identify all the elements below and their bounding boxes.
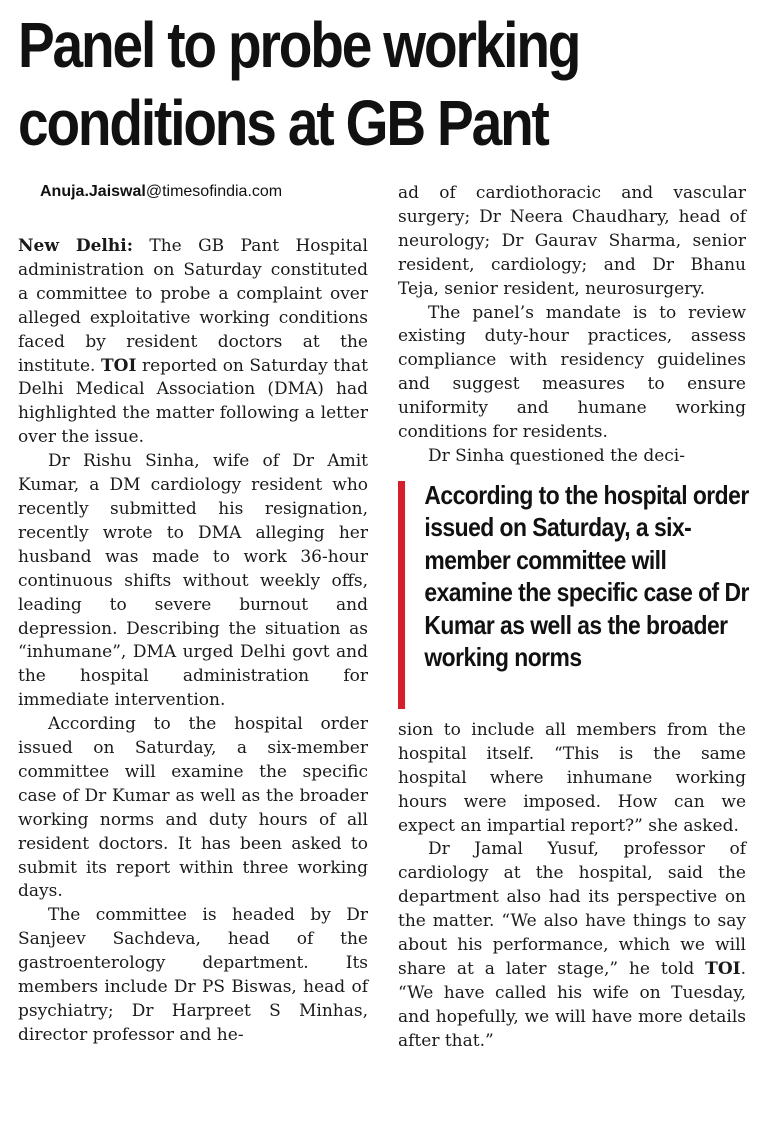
- byline-name: Anuja.Jaiswal: [40, 183, 146, 200]
- paragraph-4: The committee is headed by Dr Sanjeev Sachdeva, head of the gastroenterology department. Its members include Dr PS Biswas, head of psychiatry; Dr Harpreet S Minhas, director professor and he-: [18, 905, 368, 1045]
- paragraph-5: The panel’s mandate is to review existing duty-hour practices, assess compliance with residency guidelines and suggest measures to ensure uniformity and humane working conditions for residents.: [398, 302, 746, 443]
- toi-mention-2: TOI: [705, 958, 741, 979]
- paragraph-1-text-a: The GB Pant Hospital administration on Saturday constituted a committee to probe a complaint over alleged exploitative working conditions faced by resident doctors at the institute.: [18, 236, 368, 376]
- paragraph-2: Dr Rishu Sinha, wife of Dr Amit Kumar, a DM cardiology resident who recently submitted his resignation, recently wrote to DMA alleging her husband was made to work 36-hour continuous shifts without weekly offs, leading to severe burnout and depression. Describing the situation as “inhumane”, DMA urged Delhi govt and the hospital administration for immediate intervention.: [18, 451, 368, 711]
- pull-quote-text: According to the hospital order issued on Saturday, a six-member committee will examine the specific case of Dr Kumar as well as the broader working norms: [424, 479, 749, 673]
- paragraph-6-end: sion to include all members from the hospital itself. “This is the same hospital where inhumane working hours were imposed. How can we expect an impartial report?” she asked.: [398, 719, 746, 836]
- headline: [18, 6, 646, 162]
- toi-mention: TOI: [101, 355, 137, 376]
- pull-quote: [398, 479, 758, 707]
- paragraph-1-text-b: reported on Saturday that Delhi Medical Association (DMA) had highlighted the matter following a letter over the issue.: [18, 355, 369, 448]
- column-right: [398, 182, 749, 1054]
- pull-quote-accent-bar: [398, 481, 405, 709]
- paragraph-1: [18, 235, 368, 450]
- byline-domain: @timesofindia.com: [145, 183, 283, 200]
- paragraph-7-text-b: . “We have called his wife on Tuesday, and hopefully, we will have more details after that.”: [398, 958, 746, 1051]
- column-left: [18, 235, 368, 1048]
- paragraph-6-start: Dr Sinha questioned the deci-: [428, 445, 685, 466]
- paragraph-3: According to the hospital order issued on Saturday, a six-member committee will examine the specific case of Dr Kumar as well as the broader working norms and duty hours of all resident doctors. It has been asked to submit its report within three working days.: [18, 714, 368, 902]
- headline-line-1: Panel to probe working: [18, 9, 580, 81]
- paragraph-7: [398, 838, 746, 1053]
- paragraph-4-continued: ad of cardiothoracic and vascular surgery; Dr Neera Chaudhary, head of neurology; Dr Gaurav Sharma, senior resident, cardiology; and Dr Bhanu Teja, senior resident, neurosurgery.: [398, 183, 746, 299]
- headline-line-2: conditions at GB Pant: [18, 87, 548, 159]
- paragraph-7-text-a: Dr Jamal Yusuf, professor of cardiology at the hospital, said the department also had its perspective on the matter. “We also have things to say about his performance, which we will share at a later stage,” he told: [398, 839, 746, 979]
- dateline: New Delhi:: [18, 236, 133, 256]
- byline: [40, 183, 282, 201]
